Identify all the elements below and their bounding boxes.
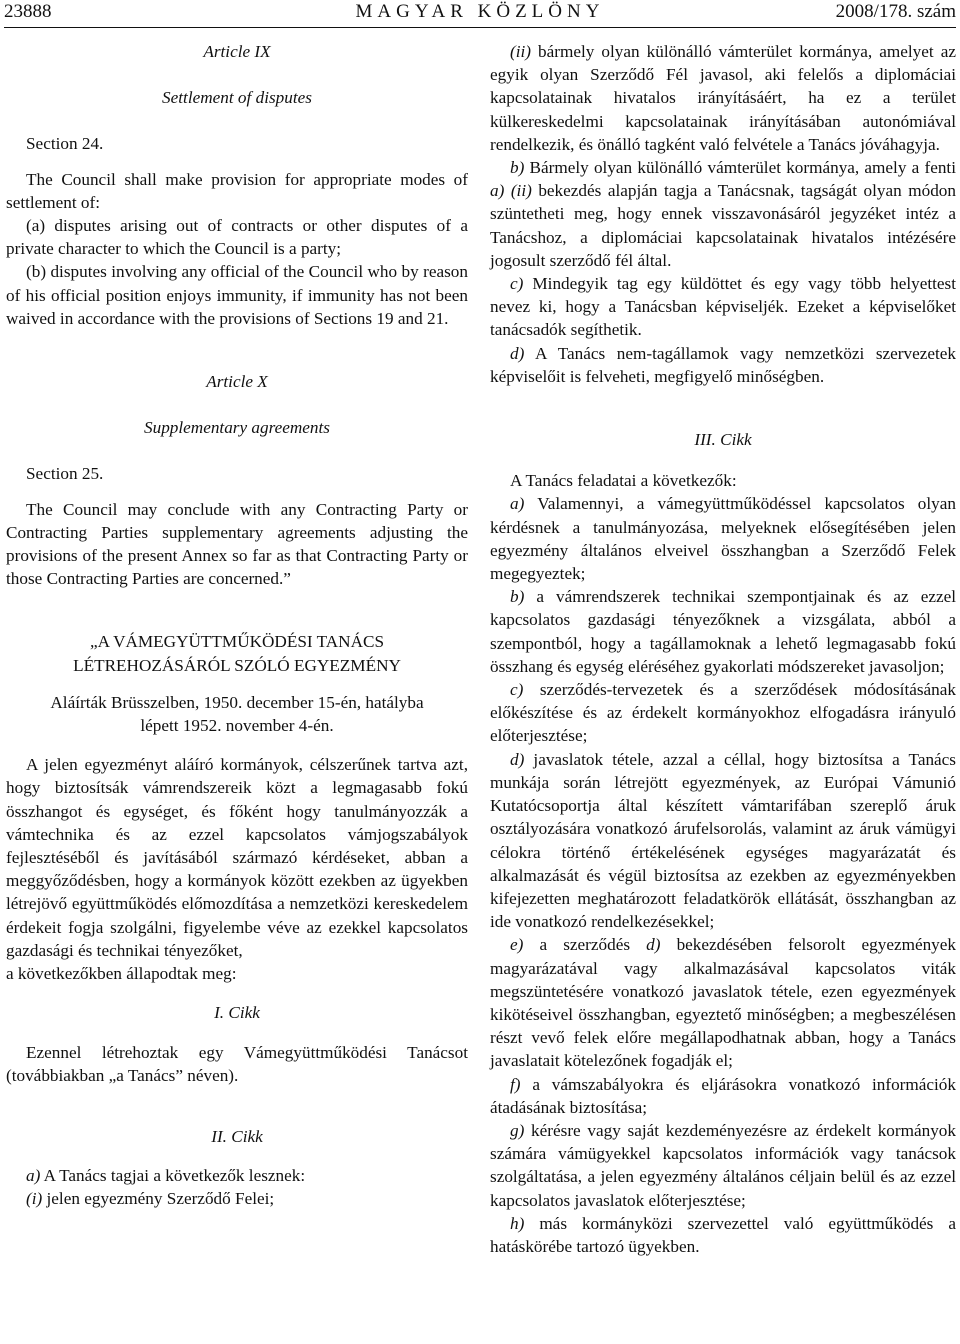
- task-e-text-2: bekezdésében felsorolt egyezmények magyarázatával vagy alkalmazásával kapcsolatos viták megszüntetésére vonatkozó javaslatok tétele, ezen egyezmények kikötéseivel összhangban, egyeztető minőségben; a megbeszélésen részt vevő felek előre megállapodhatnak abban, hogy a Tanács javaslatait kötelezőnek fogadják el;: [490, 935, 956, 1071]
- task-e-ref: d): [646, 935, 661, 955]
- task-c: [490, 678, 956, 748]
- task-e: [490, 933, 956, 1072]
- task-f-mark: f): [510, 1074, 521, 1094]
- tasks-intro: A Tanács feladatai a következők:: [510, 471, 737, 491]
- journal-title: MAGYAR KÖZLÖNY: [355, 1, 605, 22]
- page-number: 23888: [4, 1, 52, 22]
- page-header: [4, 0, 956, 30]
- agreed-line: a következőkben állapodtak meg:: [6, 964, 237, 984]
- item-c-mark: c): [510, 274, 524, 294]
- item-b-mark: b): [510, 158, 525, 178]
- task-f-text: a vámszabályokra és eljárásokra vonatkozó információk átadásának biztosítása;: [490, 1074, 956, 1117]
- task-d-text: javaslatok tétele, azzal a céllal, hogy biztosítsa a Tanács munkája során létrejött egyezmények, az Európai Vámunió Kutatócsoportja által készített vámtarifában szereplő áruk osztályozására vonatkozó árufelsorolás, valamint az áruk vámügyi célokra történő értékelésének egységes magyarázatát és alkalmazását és végül biztosítsa az ezekben az egyezményekben kifejezetten meghatározott feladatkörök ellátását, összhangban az ide vonatkozó rendelkezésekkel;: [490, 749, 956, 932]
- task-a-mark: a): [510, 494, 525, 514]
- task-d: [490, 748, 956, 934]
- task-h-mark: h): [510, 1213, 525, 1233]
- signed-line-2: lépett 1952. november 4-én.: [140, 716, 334, 736]
- task-c-mark: c): [510, 680, 524, 700]
- signed-line-1: Aláírták Brüsszelben, 1950. december 15-én, hatályba: [50, 692, 424, 712]
- item-a-text: A Tanács tagjai a következők lesznek:: [40, 1166, 306, 1186]
- article-2-item-c: [490, 272, 956, 342]
- section-24-item-b: (b) disputes involving any official of the Council who by reason of his official position enjoys immunity, if immunity has not been waived in accordance with the provisions of Sections 19 and 21.: [6, 262, 468, 328]
- article-2-item-i: [6, 1187, 468, 1210]
- article-2-item-d: [490, 342, 956, 388]
- item-i-mark: (i): [26, 1189, 43, 1209]
- item-d-text: A Tanács nem-tagállamok vagy nemzetközi szervezetek képviselőit is felveheti, megfigyelő minőségben.: [490, 343, 956, 386]
- task-d-mark: d): [510, 749, 525, 769]
- task-g-text: kérésre vagy saját kezdeményezésre az érdekelt kormányok számára vámügyekkel kapcsolatos információk vagy tanácsok szolgáltatása, a jelen egyezmény általános céljain belül és az ezzel kapcsolatos javaslatok előterjesztése;: [490, 1120, 956, 1210]
- item-i-text: jelen egyezmény Szerződő Felei;: [42, 1189, 275, 1209]
- item-d-mark: d): [510, 343, 525, 363]
- task-b-text: a vámrendszerek technikai szempontjainak és az ezzel kapcsolatos gazdasági tényezőknek a vizsgálata, abból a szempontból, hogy a tagállamoknak a lehető legmagasabb fokú összhang és egység eléréséhez gyakorlati módszereket javasoljon;: [490, 587, 956, 676]
- convention-title-line-2: LÉTREHOZÁSÁRÓL SZÓLÓ EGYEZMÉNY: [73, 655, 401, 675]
- article-3-title: III. Cikk: [694, 430, 752, 450]
- task-a: [490, 492, 956, 585]
- preamble: A jelen egyezményt aláíró kormányok, célszerűnek tartva azt, hogy biztosítsák vámrendszereik közt a legmagasabb fokú összhangot és egységet, és főként hogy tanulmányozzák a vámtechnika és az ezzel kapcsolatos vámjogszabályok fejlesztéséből és javításából származó kérdéseket, abban a meggyőződésben, hogy a kormányok között ezekben az ügyekben létrejövő együttműködés előmozdítása a nemzetközi kereskedelem érdekeit fogja szolgálni, figyelembe véve az ezekkel kapcsolatos gazdasági és technikai tényezőket,: [6, 755, 468, 960]
- header-rule: [4, 27, 956, 28]
- section-25-label: Section 25.: [26, 464, 104, 484]
- section-24-intro: The Council shall make provision for appropriate modes of settlement of:: [6, 169, 468, 212]
- right-column: [490, 40, 956, 1344]
- convention-title-line-1: „A VÁMEGYÜTTMŰKÖDÉSI TANÁCS: [90, 632, 384, 652]
- task-e-text-1: a szerződés: [523, 935, 647, 955]
- section-24-label: Section 24.: [26, 134, 104, 154]
- article-1-title: I. Cikk: [214, 1003, 260, 1023]
- item-a-mark: a): [26, 1166, 41, 1186]
- task-a-text: Valamennyi, a vámegyüttműködéssel kapcsolatos olyan kérdésnek a tanulmányozása, melyeknek elősegítésében jelen egyezmény általános elveivel összhangban a Szerződő Felek megegyeztek;: [490, 494, 956, 584]
- article-x-subtitle: Supplementary agreements: [144, 418, 330, 438]
- item-b-text-2: bekezdés alapján tagja a Tanácsnak, tagságát olyan módon szüntetheti meg, hogy ennek visszavonásáról jegyzéket intéz a Tanácshoz, a diplomáciai kapcsolatainak hivatalos intézésére jogosult szerződő fél által.: [490, 181, 956, 270]
- article-ix-subtitle: Settlement of disputes: [162, 88, 312, 108]
- article-2-title: II. Cikk: [211, 1126, 263, 1146]
- item-ii-text: bármely olyan különálló vámterület kormánya, amelyet az egyik olyan Szerződő Fél javasol, aki felelős a diplomáciai kapcsolatainak hivatalos irányításáért, ha ez a terület külkereskedelmi kapcsolatainak irányításában autonómiával rendelkezik, és önálló tagként való felvétele a Tanács jóváhagyja.: [490, 42, 956, 154]
- task-b: [490, 585, 956, 678]
- task-g: [490, 1119, 956, 1212]
- task-c-text: szerződés-tervezetek és a szerződések módosításának előkészítése és az érdekelt kormányokhoz elfogadásra irányuló előterjesztése;: [490, 680, 956, 746]
- task-f: [490, 1073, 956, 1119]
- section-25-text: The Council may conclude with any Contracting Party or Contracting Parties supplementary agreements adjusting the provisions of the present Annex so far as that Contracting Party or those Contracting Parties are concerned.”: [6, 499, 468, 589]
- article-2-item-b: [490, 156, 956, 272]
- left-column: [6, 40, 468, 1344]
- article-2-item-a: [6, 1164, 468, 1187]
- article-1-text: Ezennel létrehoztak egy Vámegyüttműködési Tanácsot (továbbiakban „a Tanács” néven).: [6, 1042, 468, 1085]
- article-x-title: Article X: [206, 372, 268, 392]
- item-ii-mark: (ii): [510, 42, 531, 61]
- article-2-item-ii: [490, 40, 956, 156]
- item-b-text-1: Bármely olyan különálló vámterület kormánya, amely a fenti: [524, 158, 956, 178]
- article-ix-title: Article IX: [203, 42, 271, 61]
- item-c-text: Mindegyik tag egy küldöttet és egy vagy több helyettest nevez ki, hogy a Tanácsban képviseljék. Ezeket a képviselőket tanácsadók segíthetik.: [490, 274, 956, 340]
- task-h: [490, 1212, 956, 1258]
- task-e-mark: e): [510, 935, 524, 955]
- task-h-text: más kormányközi szervezettel való együttműködés a hatáskörébe tartozó ügyekben.: [490, 1213, 956, 1256]
- item-b-ref: a) (ii): [490, 181, 532, 201]
- issue-number: 2008/178. szám: [835, 1, 956, 22]
- section-24-item-a: (a) disputes arising out of contracts or other disputes of a private character to which the Council is a party;: [6, 216, 468, 259]
- task-g-mark: g): [510, 1120, 525, 1140]
- task-b-mark: b): [510, 587, 525, 607]
